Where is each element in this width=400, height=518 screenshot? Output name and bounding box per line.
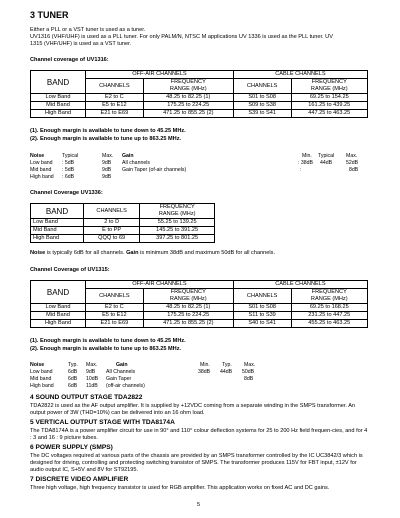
section-text-video-amplifier: Three high voltage, high frequency transistor is used for RGB amplifier. This application works on fixed AC and DC gains. (30, 485, 330, 491)
table-row: Low Band 2 to D 55.25 to 139.25 (31, 219, 215, 227)
table-row: Mid Band E5 to E12 175.25 to 224.25 S11 to S39 231.25 to 447.25 (31, 312, 368, 320)
table-row: High Band QQQ to 69 397.25 to 801.25 (31, 235, 215, 243)
section-text-vertical-output: The TDA8174A is a power amplifier circuit for use in 90° and 110° colour deflection systems for 25 to 200 Hz field frequen-cies, and for 4 : 3 and 16 : 9 picture tubes. (30, 428, 368, 442)
uv1316-heading: Channel coverage of UV1316: (30, 57, 109, 63)
section-title-vertical-output: 5 VERTICAL OUTPUT STAGE WITH TDA8174A (30, 419, 175, 426)
table-row: High Band E21 to E69 471.25 to 855.25 (2) S40 to S41 455.25 to 463.25 (31, 320, 368, 328)
channels-header: CHANNELS (86, 79, 144, 94)
cable-header: CABLE CHANNELS (233, 281, 367, 289)
section-title-power-supply: 6 POWER SUPPLY (SMPS) (30, 444, 113, 451)
section-title-tuner: 3 TUNER (30, 10, 69, 20)
table-row: Low Band E2 to C 48.25 to 82.25 (1) S01 to S08 69.25 to 168.25 (31, 304, 368, 312)
uv1315-table (30, 280, 368, 328)
uv1316-table (30, 70, 368, 118)
footnote-2: (2). Enough margin is available to tune up to 863.25 MHz. (30, 346, 182, 352)
uv1336-table (30, 203, 215, 243)
section-text-power-supply: The DC voltages required at various parts of the chassis are provided by an SMPS transformer controlled by the IC UC3842/3 which is designed for driving, controlling and protecting switching transistor of SMPS. The transformer produces 115V for FBT input, ±12V for audio output IC, S+5V and 8V for ST92195. (30, 453, 363, 474)
intro-line-1: Either a PLL or a VST tuner is used as a tuner. (30, 27, 146, 33)
channels-header: CHANNELS (86, 289, 144, 304)
off-air-header: OFF-AIR CHANNELS (86, 281, 234, 289)
table-row: Low Band E2 to C 48.25 to 82.25 (1) S01 to S08 69.25 to 154.25 (31, 94, 368, 102)
intro-line-3: 1315 (VHF/UHF) is used as a VST tuner. (30, 41, 132, 47)
table-row: Mid Band E to PP 145.25 to 391.25 (31, 227, 215, 235)
freq-header: FREQUENCY RANGE (MHz) (291, 79, 367, 94)
freq-header: FREQUENCY RANGE (MHz) (140, 204, 215, 219)
footnote-2: (2). Enough margin is available to tune up to 863.25 MHz. (30, 136, 182, 142)
off-air-header: OFF-AIR CHANNELS (86, 71, 234, 79)
freq-header: FREQUENCY RANGE (MHz) (143, 79, 233, 94)
band-header: BAND (31, 281, 86, 304)
intro-line-2: UV1316 (VHF/UHF) is used as a PLL tuner. For only PALM/N, NTSC M applications UV 1336 is used as the PLL tuner. UV (30, 34, 333, 40)
noise-gain-spec-2: Noise Typ. Max. Gain Min. Typ. Max. Low band 6dB 9dB All Channels 38dB 44dB 50dB Mid band 6dB 10dB Gain Taper 8dB High band 6dB 11dB (off-air channels) (30, 362, 256, 389)
uv1336-noise-gain-note: Noise is typically 6dB for all channels. Gain is minimum 38dB and maximum 50dB for all channels. (30, 250, 275, 256)
channels-header: CHANNELS (84, 204, 140, 219)
cable-header: CABLE CHANNELS (233, 71, 367, 79)
band-header: BAND (31, 71, 86, 94)
noise-gain-spec-1: Noise Typical Max. Gain Min. Typical Max. Low band : 5dB 9dB All channels : 38dB 44dB 52dB Mid band : 5dB 9dB Gain Taper (of-air channels) : 8dB High band : 6dB 9dB (30, 153, 359, 180)
page-number: 5 (197, 502, 201, 508)
section-title-video-amplifier: 7 DISCRETE VIDEO AMPLIFIER (30, 476, 129, 483)
footnote-1: (1). Enough margin is available to tune down to 45.25 MHz. (30, 338, 186, 344)
footnote-1: (1). Enough margin is available to tune down to 45.25 MHz. (30, 128, 186, 134)
freq-header: FREQUENCY RANGE (MHz) (291, 289, 367, 304)
freq-header: FREQUENCY RANGE (MHz) (143, 289, 233, 304)
channels-header: CHANNELS (233, 79, 291, 94)
table-row: Mid Band E5 to E12 175.25 to 224.25 S09 to S38 161.25 to 439.25 (31, 102, 368, 110)
section-text-sound-output: TDA2822 is used as the AF output amplifier. It is supplied by +12VDC coming from a separate winding in the SMPS transformer. An output power of 3W (THD=10%) can be delivered into an 16 ohm load. (30, 403, 356, 417)
uv1336-heading: Channel Coverage UV1336: (30, 190, 103, 196)
channels-header: CHANNELS (233, 289, 291, 304)
band-header: BAND (31, 204, 84, 219)
uv1315-heading: Channel Coverage of UV1315: (30, 267, 110, 273)
section-title-sound-output: 4 SOUND OUTPUT STAGE TDA2822 (30, 394, 143, 401)
table-row: High Band E21 to E69 471.25 to 855.25 (2) S39 to S41 447.25 to 463.25 (31, 110, 368, 118)
